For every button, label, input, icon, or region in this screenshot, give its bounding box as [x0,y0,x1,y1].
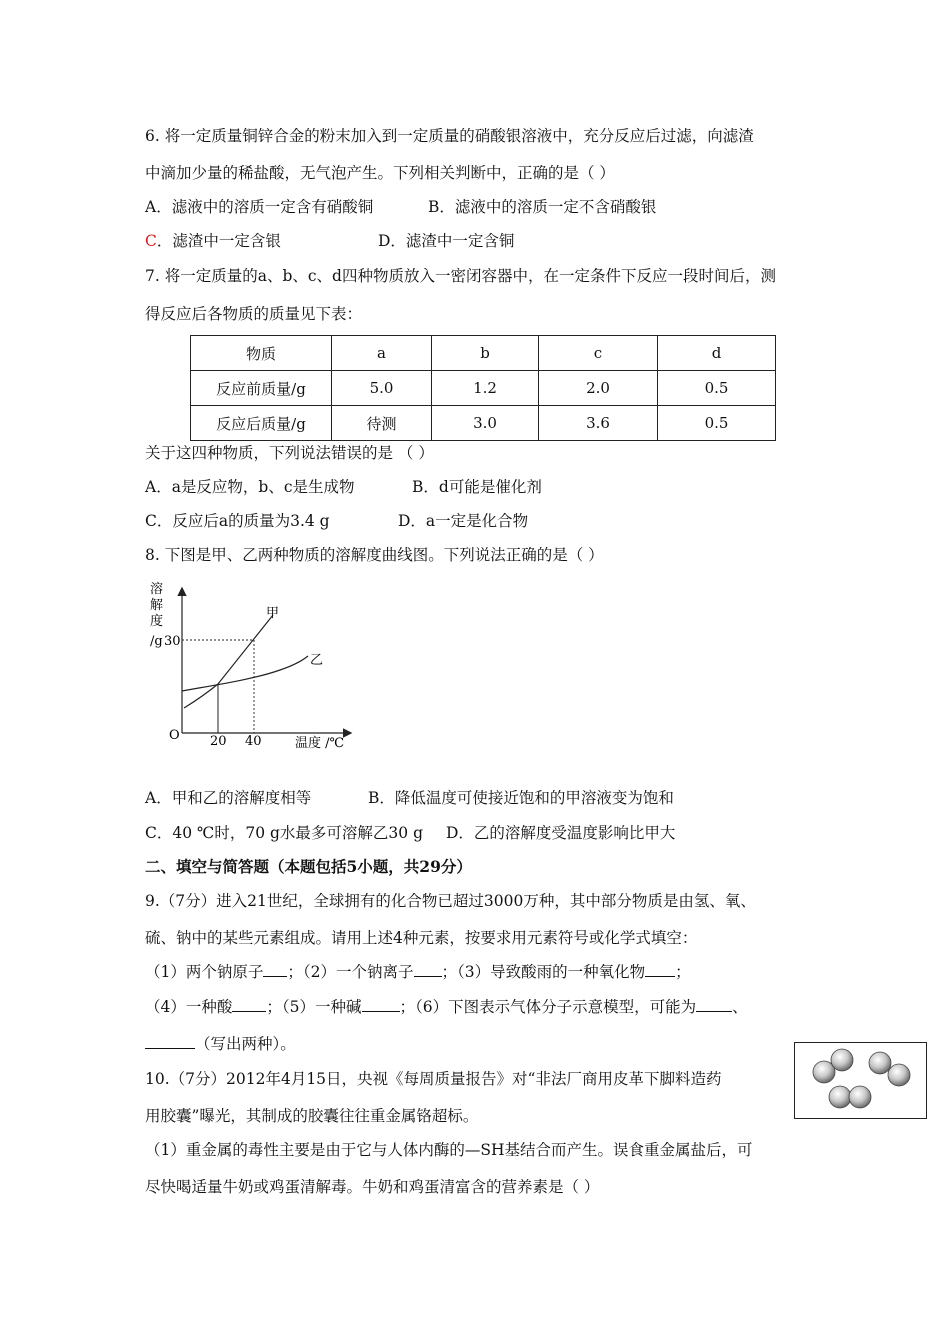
table-cell: a [332,336,432,371]
q6-option-c-letter: C [145,232,157,250]
q9-part3-end: ； [675,963,691,981]
q7-option-a: A．a是反应物，b、c是生成物 [145,478,355,496]
answer-blank[interactable] [362,997,400,1012]
table-cell: 3.6 [539,406,658,441]
q9-blanks-row3 [145,1034,296,1054]
table-cell: 1.2 [432,371,539,406]
table-row [191,406,776,441]
table-cell: 2.0 [539,371,658,406]
q9-stem-line1: 9.（7分）进入21世纪，全球拥有的化合物已超过3000万种，其中部分物质是由氢、氧、 [145,892,756,910]
q6-option-c-text: ．滤渣中一定含银 [156,232,281,250]
curve-yi-label: 乙 [310,653,324,668]
answer-blank[interactable] [263,962,287,977]
atom-sphere [831,1049,853,1071]
table-cell: 反应前质量/g [191,371,332,406]
q10-part1-line2: 尽快喝适量牛奶或鸡蛋清解毒。牛奶和鸡蛋清富含的营养素是（ ） [145,1178,600,1196]
table-cell: 3.0 [432,406,539,441]
x-axis-label: 温度 /℃ [295,736,345,751]
q6-option-d: D．滤渣中一定含铜 [378,232,515,250]
answer-blank[interactable] [696,997,732,1012]
q8-option-b: B．降低温度可使接近饱和的甲溶液变为饱和 [368,789,674,807]
x-tick-label: 20 [210,734,227,749]
y-axis-label-char: 溶 [150,582,164,597]
q7-mass-table [190,335,776,441]
curve-jia [184,615,273,708]
q9-part4-label: （4）一种酸 [145,998,233,1016]
table-header-row [191,336,776,371]
solubility-curve-graph [145,575,370,755]
origin-label: O [169,728,180,743]
answer-blank[interactable] [145,1034,195,1049]
q6-option-b: B．滤液中的溶质一定不含硝酸银 [428,198,657,216]
q7-question-stem: 关于这四种物质，下列说法错误的是 （ ） [145,444,434,462]
q8-option-d: D．乙的溶解度受温度影响比甲大 [446,824,676,842]
q9-part5-label: ；（5）一种碱 [266,998,362,1016]
q7-stem-line1: 7. 将一定质量的a、b、c、d四种物质放入一密闭容器中，在一定条件下反应一段时间后，测 [145,267,776,285]
q10-stem-line2: 用胶囊”曝光，其制成的胶囊往往重金属铬超标。 [145,1107,479,1125]
q7-option-b: B．d可能是催化剂 [412,478,542,496]
q6-option-c [145,231,281,251]
q6-stem-line2: 中滴加少量的稀盐酸，无气泡产生。下列相关判断中，正确的是（ ） [145,164,615,182]
q7-option-d: D．a一定是化合物 [398,512,529,530]
y-axis-label-char: /g [150,634,163,649]
q10-part1-line1: （1）重金属的毒性主要是由于它与人体内酶的—SH基结合而产生。误食重金属盐后，可 [145,1141,753,1159]
q9-part6-end: 、 [732,998,748,1016]
table-cell: c [539,336,658,371]
section-heading: 二、填空与简答题（本题包括5小题，共29分） [145,857,472,876]
q9-stem-line2: 硫、钠中的某些元素组成。请用上述4种元素，按要求用元素符号或化学式填空： [145,929,698,947]
q9-part1-label: （1）两个钠原子 [145,963,264,981]
q7-option-c: C．反应后a的质量为3.4 g [145,512,330,530]
q6-option-a: A．滤液中的溶质一定含有硝酸铜 [145,198,374,216]
y-axis-label-char: 度 [150,614,164,629]
q9-part2-label: ；（2）一个钠离子 [287,963,414,981]
table-cell: 待测 [332,406,432,441]
answer-blank[interactable] [414,962,442,977]
q6-stem-line1: 6. 将一定质量铜锌合金的粉末加入到一定质量的硝酸银溶液中，充分反应后过滤，向滤渣 [145,127,754,145]
table-cell: 0.5 [658,371,776,406]
y-axis-label-char: 解 [150,598,164,613]
gas-molecule-model-figure [794,1042,928,1120]
table-cell: 物质 [191,336,332,371]
q9-part3-label: ；（3）导致酸雨的一种氧化物 [441,963,646,981]
q8-option-c: C．40 ℃时，70 g水最多可溶解乙30 g [145,824,423,842]
atom-sphere [849,1086,871,1108]
table-cell: 5.0 [332,371,432,406]
curve-yi [182,656,308,691]
table-cell: d [658,336,776,371]
atom-sphere [888,1064,910,1086]
q8-option-a: A．甲和乙的溶解度相等 [145,789,312,807]
table-cell: 反应后质量/g [191,406,332,441]
q10-stem-line1: 10.（7分）2012年4月15日，央视《每周质量报告》对“非法厂商用皮革下脚料造药 [145,1070,722,1088]
q8-stem-line1: 8. 下图是甲、乙两种物质的溶解度曲线图。下列说法正确的是（ ） [145,546,604,564]
q9-blanks-row1 [145,962,691,982]
answer-blank[interactable] [232,997,266,1012]
table-row [191,371,776,406]
atom-sphere [829,1086,851,1108]
answer-blank[interactable] [645,962,675,977]
q9-part7-label: （写出两种）。 [195,1035,296,1053]
q7-stem-line2: 得反应后各物质的质量见下表： [145,305,363,323]
x-tick-label: 40 [245,734,262,749]
table-cell: b [432,336,539,371]
table-cell: 0.5 [658,406,776,441]
atom-sphere [869,1052,891,1074]
q9-blanks-row2 [145,997,748,1017]
q9-part6-label: ；（6）下图表示气体分子示意模型，可能为 [399,998,697,1016]
y-tick-label: 30 [164,634,181,649]
curve-jia-label: 甲 [266,606,280,621]
